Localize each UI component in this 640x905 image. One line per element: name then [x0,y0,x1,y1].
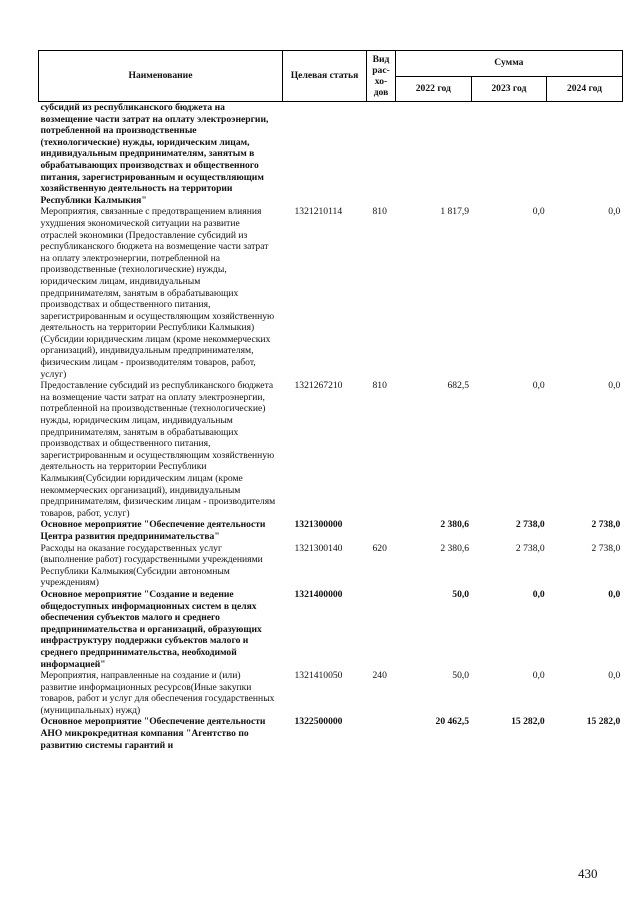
row-code-cell: 1321267210 [294,380,343,392]
row-vid-cell: 240 [372,670,387,682]
row-2022-cell: 2 380,6 [440,519,470,531]
row-2022-cell: 1 817,9 [440,206,470,218]
header-year-2023: 2023 год [471,76,547,102]
row-vid-cell [367,589,396,670]
table-row [39,206,623,380]
row-name-cell: Расходы на оказание государственных услуг (выполнение работ) государственными учреждениями Республики Калмыкия(Субсидии автономным учреждениям) [40,542,263,589]
table-row [39,670,623,716]
row-name-cell: субсидий из республиканского бюджета на возмещение части затрат на оплату электроэнергии, потребленной на производственные (технологические) нужды, юридическим лицам, индивидуальным предпринимателям, занятым в обрабатывающих производствах и общественного питания, зарегистрированным и осуществляющим хозяйственную деятельность на территории Республики Калмыкия" [40,102,269,206]
row-2023-cell: 2 738,0 [515,542,545,554]
row-2024-cell: 2 738,0 [591,519,621,531]
row-2024-cell [547,102,623,207]
row-2022-cell [396,102,472,207]
row-vid-cell: 620 [372,542,387,554]
page-number: 430 [578,866,598,881]
row-2023-cell: 0,0 [532,380,545,392]
row-code-cell: 1321300000 [294,519,343,531]
row-name-cell: Предоставление субсидий из республиканского бюджета на возмещение части затрат на оплату электроэнергии, потребленной на производственные (технологические) нужды, юридическим лицам, индивидуальным предпринимателям, занятым в обрабатывающих производствах и общественного питания, зарегистрированным и осуществляющим хозяйственную деятельность на территории Республики Калмыкия(Субсидии юридическим лицам (кроме некоммерческих организаций), индивидуальным предпринимателям, физическим лицам - производителям товаров, работ, услуг) [40,380,276,519]
row-2022-cell: 50,0 [452,588,470,600]
table-row [39,380,623,519]
row-2023-cell [471,102,547,207]
header-name: Наименование [39,51,283,102]
row-2023-cell: 0,0 [532,670,545,682]
row-code-cell [283,102,367,207]
row-2024-cell: 0,0 [608,380,621,392]
row-2023-cell: 0,0 [532,588,545,600]
row-name-cell: Основное мероприятие "Создание и ведение общедоступных информационных систем в целях обеспечения субъектов малого и среднего предпринимательства и организаций, образующих инфраструктуру поддержки субъектов малого и среднего предпринимательства, необходимой информацией" [40,588,262,670]
row-2024-cell: 2 738,0 [591,542,621,554]
table-row [39,102,623,207]
row-name-cell: Мероприятия, связанные с предотвращением влияния ухудшения экономической ситуации на развитие отраслей экономики (Предоставление субсидий из республиканского бюджета на возмещение части затрат на оплату электроэнергии, потребленной на производственные (технологические) нужды, юридическим лицам, индивидуальным предпринимателям, занятым в обрабатывающих производствах и общественного питания, зарегистрированным и осуществляющим хозяйственную деятельность на территории Республики Калмыкия)(Субсидии юридическим лицам (кроме некоммерческих организаций), индивидуальным предпринимателям, физическим лицам - производителям товаров, работ, услуг) [40,206,275,380]
row-2024-cell: 0,0 [608,206,621,218]
table-row [39,519,623,542]
row-name-cell: Основное мероприятие "Обеспечение деятельности АНО микрокредитная компания "Агентство по развитию системы гарантий и [40,716,266,751]
row-2022-cell: 20 462,5 [435,716,470,728]
header-year-2024: 2024 год [547,76,623,102]
row-vid-cell: 810 [372,380,387,392]
table-row [39,589,623,670]
row-code-cell: 1321410050 [294,670,343,682]
table-header [39,51,623,102]
row-vid-cell [367,102,396,207]
table-body [39,102,623,752]
table-row [39,716,623,751]
row-2022-cell: 2 380,6 [440,542,470,554]
row-code-cell: 1321210114 [294,206,343,218]
row-2023-cell: 15 282,0 [511,716,545,728]
header-vid: Вид рас- хо- дов [367,51,396,102]
row-2024-cell: 0,0 [608,588,621,600]
row-2023-cell: 2 738,0 [515,519,545,531]
header-code: Целевая статья [283,51,367,102]
header-year-2022: 2022 год [396,76,472,102]
row-vid-cell [367,716,396,751]
row-name-cell: Основное мероприятие "Обеспечение деятельности Центра развития предпринимательства" [40,519,266,542]
row-code-cell: 1321400000 [294,588,343,600]
row-2024-cell: 15 282,0 [586,716,621,728]
row-code-cell: 1322500000 [294,716,343,728]
table-row [39,543,623,589]
row-2024-cell: 0,0 [608,670,621,682]
row-vid-cell [367,519,396,542]
budget-table [38,50,623,751]
header-sum: Сумма [396,51,623,77]
row-vid-cell: 810 [372,206,387,218]
row-code-cell: 1321300140 [294,542,343,554]
row-2022-cell: 682,5 [447,380,470,392]
row-2022-cell: 50,0 [452,670,470,682]
row-2023-cell: 0,0 [532,206,545,218]
row-name-cell: Мероприятия, направленные на создание и (или) развитие информационных ресурсов(Иные закупки товаров, работ и услуг для обеспечения государственных (муниципальных) нужд) [40,670,275,716]
